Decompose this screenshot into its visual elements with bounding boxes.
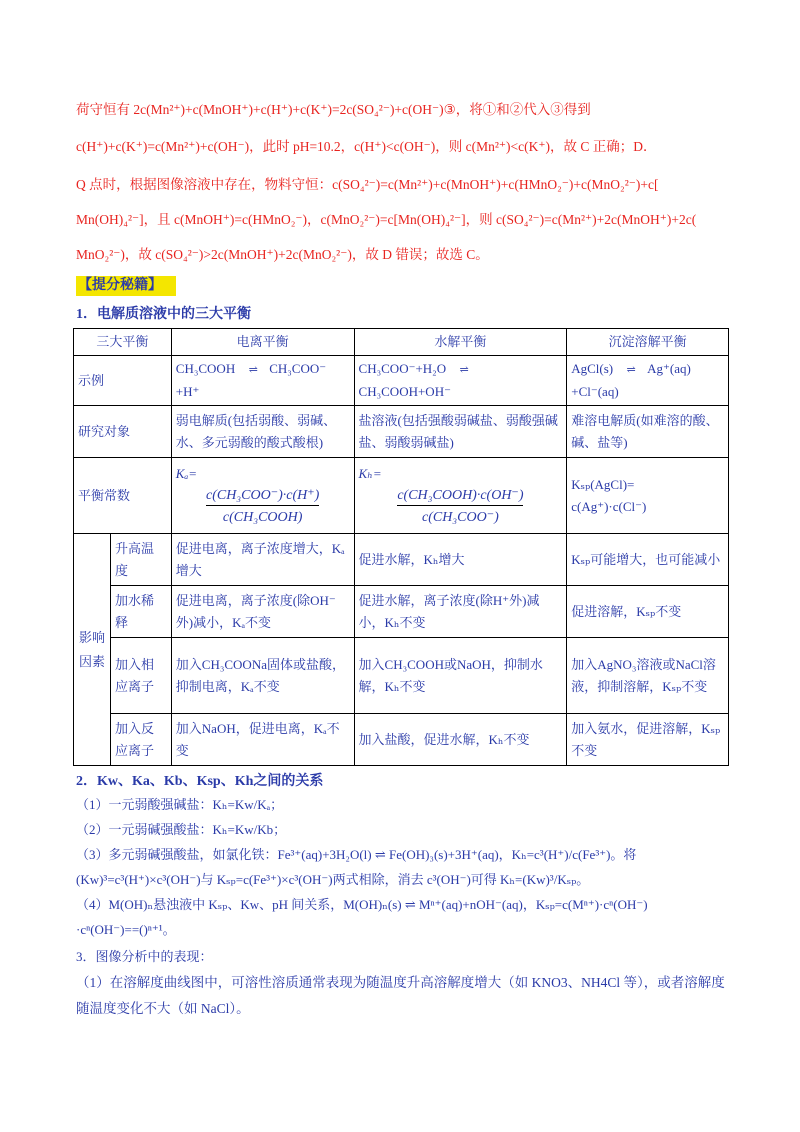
row-object-label: 研究对象 [74,406,172,458]
th-ionization: 电离平衡 [171,329,354,356]
section-2-heading: 2．Kw、Ka、Kb、Ksp、Kh之间的关系 [76,774,324,789]
factors-label: 影响因素 [74,534,111,766]
answer-line-4: Mn(OH)₄²⁻]，且 c(MnOH⁺)=c(HMnO₂⁻)，c(MnO₂²⁻)=c[Mn(OH)₄²⁻]，则 c(SO₄²⁻)=c(Mn²⁺)+2c(MnOH⁺)+2c( [76,212,697,227]
th-hydrolysis: 水解平衡 [354,329,567,356]
constant-ksp: Kₛₚ(AgCl)= c(Ag⁺)·c(Cl⁻) [567,458,729,534]
answer-line-5: MnO₂²⁻)，故 c(SO₄²⁻)>2c(MnOH⁺)+2c(MnO₂²⁻)，故 D 错误；故选 C。 [76,247,489,262]
answer-line-2: c(H⁺)+c(K⁺)=c(Mn²⁺)+c(OH⁻)，此时 pH=10.2，c(H⁺)<c(OH⁻)，则 c(Mn²⁺)<c(K⁺)，故 C 正确；D． [76,139,657,154]
factor-hydrolysis: 加入CH₃COOH或NaOH，抑制水解，Kₕ不变 [354,638,567,714]
example-ionization: CH₃COOH ⇌ CH₃COO⁻ +H⁺ [171,356,354,406]
factor-precipitation: 加入AgNO₃溶液或NaCl溶液，抑制溶解，Kₛₚ不变 [567,638,729,714]
equilibrium-table [73,328,729,766]
kh-denominator: c(CH₃COO⁻) [421,509,499,525]
factor-precipitation: 促进溶解，Kₛₚ不变 [567,586,729,638]
section-1-heading: 1．电解质溶液中的三大平衡 [76,307,251,322]
factor-ionization: 加入CH₃COONa固体或盐酸，抑制电离，Kₐ不变 [171,638,354,714]
row-constant-label: 平衡常数 [74,458,172,534]
factor-name: 升高温度 [110,534,171,586]
factor-precipitation: 加入氨水，促进溶解，Kₛₚ不变 [567,714,729,766]
constant-kh: Kₕ= c(CH₃COOH)·c(OH⁻) c(CH₃COO⁻) [354,458,567,534]
kh-numerator: c(CH₃COOH)·c(OH⁻) [397,486,523,506]
relation-1: （1）一元弱酸强碱盐：Kₕ=Kw/Kₐ； [76,797,284,812]
th-precipitation: 沉淀溶解平衡 [567,329,729,356]
ka-numerator: c(CH₃COO⁻)·c(H⁺) [206,486,319,506]
relation-3: （3）多元弱碱强酸盐，如氯化铁：Fe³⁺(aq)+3H₂O(l) ⇌ Fe(OH)₃(s)+3H⁺(aq)，Kₕ=c³(H⁺)/c(Fe³⁺)。将 [76,847,637,862]
factor-hydrolysis: 加入盐酸，促进水解，Kₕ不变 [354,714,567,766]
object-hydrolysis: 盐溶液(包括强酸弱碱盐、弱酸强碱盐、弱酸弱碱盐) [354,406,567,458]
factor-ionization: 加入NaOH，促进电离，Kₐ不变 [171,714,354,766]
object-ionization: 弱电解质(包括弱酸、弱碱、水、多元弱酸的酸式酸根) [171,406,354,458]
tips-badge: 【提分秘籍】 [76,276,176,296]
th-balances: 三大平衡 [74,329,172,356]
section-3-paragraph: （1）在溶解度曲线图中，可溶性溶质通常表现为随温度升高溶解度增大（如 KNO3、NH4Cl 等），或者溶解度随温度变化不大（如 NaCl）。 [76,975,725,1016]
factor-hydrolysis: 促进水解，离子浓度(除H⁺外)减小，Kₕ不变 [354,586,567,638]
example-hydrolysis: CH₃COO⁻+H₂O ⇌ CH₃COOH+OH⁻ [354,356,567,406]
answer-line-3: Q 点时，根据图像溶液中存在，物料守恒：c(SO₄²⁻)=c(Mn²⁺)+c(MnOH⁺)+c(HMnO₂⁻)+c(MnO₂²⁻)+c[ [76,177,659,192]
factor-ionization: 促进电离，离子浓度(除OH⁻外)减小，Kₐ不变 [171,586,354,638]
example-precipitation: AgCl(s) ⇌ Ag⁺(aq) +Cl⁻(aq) [567,356,729,406]
factor-precipitation: Kₛₚ可能增大，也可能减小 [567,534,729,586]
answer-line-1: 荷守恒有 2c(Mn²⁺)+c(MnOH⁺)+c(H⁺)+c(K⁺)=2c(SO₄²⁻)+c(OH⁻)③，将①和②代入③得到 [76,102,591,117]
constant-ka: Kₐ= c(CH₃COO⁻)·c(H⁺) c(CH₃COOH) [171,458,354,534]
relation-2: （2）一元弱碱强酸盐：Kₕ=Kw/Kb； [76,822,287,837]
factor-name: 加入相应离子 [110,638,171,714]
object-precipitation: 难溶电解质(如难溶的酸、碱、盐等) [567,406,729,458]
factor-name: 加入反应离子 [110,714,171,766]
factor-hydrolysis: 促进水解，Kₕ增大 [354,534,567,586]
row-example-label: 示例 [74,356,172,406]
factor-ionization: 促进电离，离子浓度增大，Kₐ增大 [171,534,354,586]
relation-3-cont: (Kw)³=c³(H⁺)×c³(OH⁻)与 Kₛₚ=c(Fe³⁺)×c³(OH⁻)两式相除，消去 c³(OH⁻)可得 Kₕ=(Kw)³/Kₛₚ。 [76,872,590,887]
relation-4-cont: ·cⁿ(OH⁻)==()ⁿ⁺¹。 [76,922,176,937]
ka-denominator: c(CH₃COOH) [222,509,303,525]
section-3-heading: 3．图像分析中的表现： [76,949,213,964]
relation-4: （4）M(OH)ₙ悬浊液中 Kₛₚ、Kw、pH 间关系，M(OH)ₙ(s) ⇌ Mⁿ⁺(aq)+nOH⁻(aq)，Kₛₚ=c(Mⁿ⁺)·cⁿ(OH⁻) [76,897,648,912]
factor-name: 加水稀释 [110,586,171,638]
